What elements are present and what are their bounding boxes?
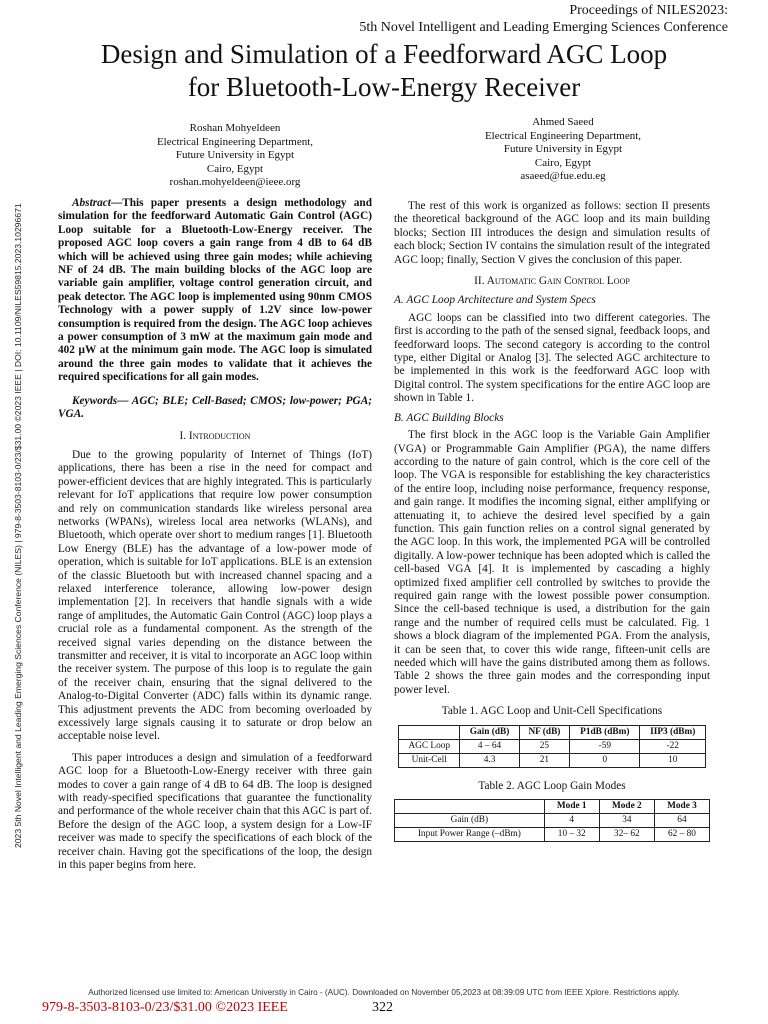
right-column bbox=[394, 200, 710, 842]
table-cell: 4 bbox=[544, 814, 599, 828]
intro-paragraph-1: Due to the growing popularity of Internet of Things (IoT) applications, there has been a rise in the need for compact and power-efficient devices that are highly integrated. This is particularly relevant for IoT applications that require low power consumption and rely on communication standards like wireless personal area networks (WPANs), wireless local area networks (WLANs), and Bluetooth, which operate over short to medium ranges [1]. Bluetooth Low Energy (BLE) has the advantage of a low-power mode of operation, which is suitable for IoT applications. BLE is an extension of the classic Bluetooth but with increased channel spacing and a relaxed interference tolerance, allowing low-power design implementation [2]. In receivers that handle signals with a wide range of amplitudes, the Automatic Gain Control (AGC) loop plays a crucial role as a fundamental component. As the strength of the received signal varies depending on the distance between the transmitter and receiver, it is vital to incorporate an AGC loop within the receiver system. The purpose of this loop is to regulate the gain of the receiver chain, ensuring that the signal delivered to the Analog-to-Digital Converter (ADC) falls within its dynamic range. This adjustment prevents the ADC from becoming overloaded by excessively large signals causing it to saturate or drop below an acceptable noise level. bbox=[58, 448, 372, 743]
table-row bbox=[395, 828, 710, 842]
table-cell: AGC Loop bbox=[399, 739, 460, 753]
author-name: Ahmed Saeed bbox=[532, 116, 594, 128]
subsection-heading-a: A. AGC Loop Architecture and System Specs bbox=[394, 294, 596, 307]
table-header-cell bbox=[399, 725, 460, 739]
keywords-label: Keywords bbox=[72, 394, 118, 407]
isbn-copyright: 979-8-3503-8103-0/23/$31.00 ©2023 IEEE bbox=[42, 1000, 288, 1015]
table-header-cell: P1dB (dBm) bbox=[570, 725, 640, 739]
table-cell: -22 bbox=[640, 739, 706, 753]
author-dept: Electrical Engineering Department, bbox=[156, 135, 314, 148]
proceedings-header bbox=[359, 2, 728, 36]
subsection-heading-b: B. AGC Building Blocks bbox=[394, 411, 504, 424]
abstract bbox=[58, 197, 372, 385]
table-cell: Input Power Range (–dBm) bbox=[395, 828, 545, 842]
title-line-2: for Bluetooth-Low-Energy Receiver bbox=[187, 72, 581, 102]
subsection-b-paragraph: The first block in the AGC loop is the Variable Gain Amplifier (VGA) or Programmable Gain Amplifier (PGA), the name differs according to the nature of gain control, which is the core cell of the loop. The VGA is responsible for establishing the key characteristics of the entire loop, including noise performance, frequency response, and gain range. It modifies the incoming signal, either amplifying or attenuating it, to achieve the desired level specified by a gain function. This gain function relies on a control signal generated by the AGC loop. In this work, the implemented PGA will be controlled digitally. A low-power technique has been adopted which is called the cell-based VGA [4]. It is implemented by cascading a highly optimized fixed amplifier cell controlled by switches to provide the required gain range with the lowest possible power consumption. Since the cell-based technique is used, a distribution for the gain range and the number of required cells must be calculated. Fig. 1 shows a block diagram of the implemented PGA. From the analysis, it can be seen that, to cover this wide range, fifteen-unit cells are needed which will have the gains distributed among them as follows. Table 2 shows the three gain modes and the corresponding input power level. bbox=[394, 429, 710, 696]
author-block-1 bbox=[90, 122, 380, 190]
doi-sidebar bbox=[13, 180, 27, 848]
table-cell: 32– 62 bbox=[599, 828, 654, 842]
table-row bbox=[399, 739, 706, 753]
page-number: 322 bbox=[372, 1000, 393, 1015]
table-cell: Gain (dB) bbox=[395, 814, 545, 828]
author-block-2 bbox=[418, 116, 708, 184]
title-line-1: Design and Simulation of a Feedforward AGC Loop bbox=[100, 39, 668, 69]
table-cell: 25 bbox=[519, 739, 570, 753]
table-cell: Unit-Cell bbox=[399, 753, 460, 767]
table-header-cell: Gain (dB) bbox=[460, 725, 519, 739]
doi-sidebar-text: 2023 5th Novel Intelligent and Leading Emerging Sciences Conference (NILES) | 979-8-3503-8103-0/23/$31.00 ©2023 IEEE | DOI: 10.1109/NILES59815.2023.10296671 bbox=[13, 203, 23, 848]
author-city: Cairo, Egypt bbox=[534, 156, 592, 169]
section-heading-agc: II. Automatic Gain Control Loop bbox=[474, 275, 630, 288]
left-column bbox=[58, 197, 372, 873]
paper-title bbox=[40, 38, 728, 104]
author-city: Cairo, Egypt bbox=[206, 162, 264, 175]
table-cell: 62 – 80 bbox=[654, 828, 709, 842]
table-header-cell: Mode 2 bbox=[599, 800, 654, 814]
keywords-text: — AGC; BLE; Cell-Based; CMOS; low-power; PGA; VGA. bbox=[58, 394, 372, 421]
proceedings-name: Proceedings of NILES2023: bbox=[569, 3, 728, 18]
table-cell: 4 – 64 bbox=[460, 739, 519, 753]
table-cell: 34 bbox=[599, 814, 654, 828]
table-cell: 4.3 bbox=[460, 753, 519, 767]
table-cell: 10 bbox=[640, 753, 706, 767]
table-header-cell bbox=[395, 800, 545, 814]
subsection-a-paragraph: AGC loops can be classified into two different categories. The first is according to the path of the sensed signal, feedback loops, and feedforward loops. The second category is according to the control type, either Digital or Analog [3]. The selected AGC architecture to be implemented in this work is the feedforward AGC loop with Digital control. The system specifications for the entire AGC loop are shown in Table 1. bbox=[394, 311, 710, 405]
license-footer: Authorized licensed use limited to: American Universtiy in Cairo - (AUC). Downloaded on November 05,2023 at 08:39:09 UTC from IEEE Xplore. Restrictions apply. bbox=[88, 988, 680, 997]
organization-paragraph: The rest of this work is organized as follows: section II presents the theoretical background of the AGC loop and its main building blocks; Section III introduces the design and simulation results of each block; Section IV contains the simulation result of the integrated AGC loop; finally, Section V gives the conclusion of this paper. bbox=[394, 200, 710, 266]
table-1-caption: Table 1. AGC Loop and Unit-Cell Specifications bbox=[441, 705, 663, 718]
conference-name: 5th Novel Intelligent and Leading Emerging Sciences Conference bbox=[359, 20, 728, 35]
abstract-label: Abstract bbox=[72, 197, 111, 209]
intro-paragraph-2: This paper introduces a design and simulation of a feedforward AGC loop for a Bluetooth-Low-Energy receiver with three gain modes to cover a gain range of 4 dB to 64 dB. The loop is designed with ready-specified specifications that guarantee the functionality and performance of the whole receiver chain that this AGC is part of. Before the design of the AGC loop, a system design for a Low-IF receiver was made to specify the specifications of each block of the receiver chain. Having got the specifications of the loop, the design in this paper begins from here. bbox=[58, 751, 372, 872]
table-2 bbox=[394, 799, 710, 842]
table-header-cell: NF (dB) bbox=[519, 725, 570, 739]
table-1 bbox=[398, 725, 706, 768]
table-2-caption: Table 2. AGC Loop Gain Modes bbox=[478, 779, 626, 792]
table-cell: 21 bbox=[519, 753, 570, 767]
author-univ: Future University in Egypt bbox=[175, 149, 295, 161]
table-cell: 0 bbox=[570, 753, 640, 767]
author-email: roshan.mohyeldeen@ieee.org bbox=[169, 176, 301, 188]
author-name: Roshan Mohyeldeen bbox=[189, 122, 281, 134]
table-header-row bbox=[395, 800, 710, 814]
table-header-row bbox=[399, 725, 706, 739]
table-cell: -59 bbox=[570, 739, 640, 753]
author-univ: Future University in Egypt bbox=[503, 143, 623, 155]
table-row bbox=[395, 814, 710, 828]
abstract-text: —This paper presents a design methodology and simulation for the feedforward Automatic Gain Control (AGC) Loop suitable for a Bluetooth-Low-Energy receiver. The proposed AGC loop covers a gain range from 4 dB to 64 dB which will be achieved using three gain modes; while achieving NF of 24 dB. The main building blocks of the AGC loop are variable gain amplifier, voltage control generation circuit, and peak detector. The AGC loop is implemented using 90nm CMOS Technology with a power supply of 1.2V since low-power consumption is required from the design. The AGC loop achieves a power consumption of 3 mW at the maximum gain mode and 402 μW at the minimum gain mode. The AGC loop is simulated around the three gain modes to validate that it achieves the required specifications for all gain modes. bbox=[58, 197, 372, 384]
table-header-cell: IIP3 (dBm) bbox=[640, 725, 706, 739]
table-cell: 64 bbox=[654, 814, 709, 828]
table-row bbox=[399, 753, 706, 767]
section-heading-introduction: I. Introduction bbox=[179, 429, 251, 442]
keywords bbox=[58, 395, 372, 422]
table-header-cell: Mode 1 bbox=[544, 800, 599, 814]
author-email: asaeed@fue.edu.eg bbox=[520, 170, 606, 182]
table-header-cell: Mode 3 bbox=[654, 800, 709, 814]
table-cell: 10 – 32 bbox=[544, 828, 599, 842]
author-dept: Electrical Engineering Department, bbox=[484, 129, 642, 142]
